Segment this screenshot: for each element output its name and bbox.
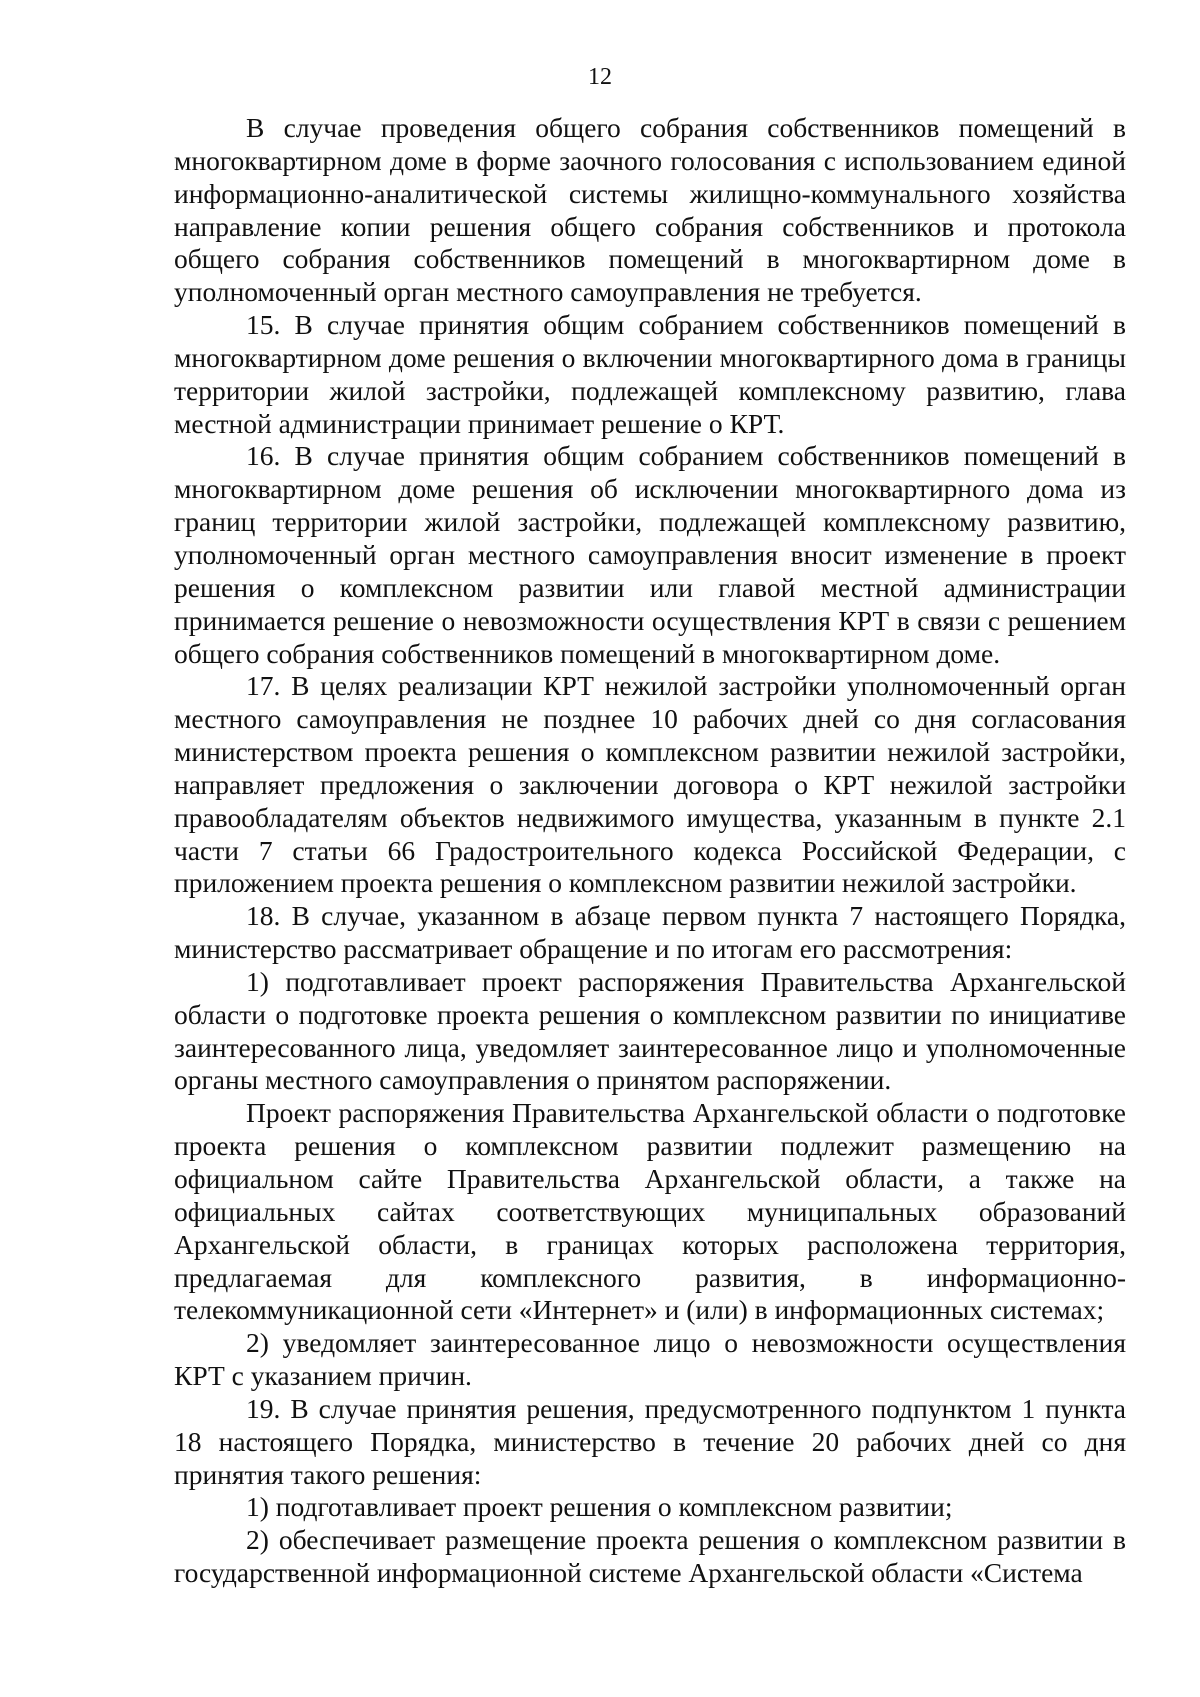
paragraph-19-item-1: 1) подготавливает проект решения о комплексном развитии; [246,1491,953,1523]
paragraph-17: 17. В целях реализации КРТ нежилой застройки уполномоченный орган местного самоуправления не позднее 10 рабочих дней со дня согласования министерством проекта решения о комплексном развитии нежилой застройки, направляет предложения о заключении договора о КРТ нежилой застройки правообладателям объектов недвижимого имущества, указанным в пункте 2.1 части 7 статьи 66 Градостроительного кодекса Российской Федерации, с приложением проекта решения о комплексном развитии нежилой застройки. [174,670,1126,899]
paragraph-18: 18. В случае, указанном в абзаце первом пункта 7 настоящего Порядка, министерство рассматривает обращение и по итогам его рассмотрения: [174,900,1126,965]
paragraph-19: 19. В случае принятия решения, предусмотренного подпунктом 1 пункта 18 настоящего Порядка, министерство в течение 20 рабочих дней со дня принятия такого решения: [174,1392,1126,1490]
paragraph-18-item-1-continued: Проект распоряжения Правительства Архангельской области о подготовке проекта решения о комплексном развитии подлежит размещению на официальном сайте Правительства Архангельской области, а также на официальных сайтах соответствующих муниципальных образований Архангельской области, в границах которых расположена территория, предлагаемая для комплексного развития, в информационно-телекоммуникационной сети «Интернет» и (или) в информационных системах; [174,1097,1126,1326]
paragraph-18-item-1: 1) подготавливает проект распоряжения Правительства Архангельской области о подготовке проекта решения о комплексном развитии по инициативе заинтересованного лица, уведомляет заинтересованное лицо и уполномоченные органы местного самоуправления о принятом распоряжении. [174,965,1126,1096]
paragraph-18-item-2: 2) уведомляет заинтересованное лицо о невозможности осуществления КРТ с указанием причин. [174,1327,1126,1392]
page-number: 12 [588,64,612,90]
paragraph-16: 16. В случае принятия общим собранием собственников помещений в многоквартирном доме решения об исключении многоквартирного дома из границ территории жилой застройки, подлежащей комплексному развитию, уполномоченный орган местного самоуправления вносит изменение в проект решения о комплексном развитии или главой местной администрации принимается решение о невозможности осуществления КРТ в связи с решением общего собрания собственников помещений в многоквартирном доме. [174,440,1126,669]
paragraph-intro-general-meeting: В случае проведения общего собрания собственников помещений в многоквартирном доме в форме заочного голосования с использованием единой информационно-аналитической системы жилищно-коммунального хозяйства направление копии решения общего собрания собственников и протокола общего собрания собственников помещений в многоквартирном доме в уполномоченный орган местного самоуправления не требуется. [174,112,1126,308]
document-body [174,112,1126,1590]
paragraph-19-item-2: 2) обеспечивает размещение проекта решения о комплексном развитии в государственной информационной системе Архангельской области «Система [174,1524,1126,1589]
paragraph-15: 15. В случае принятия общим собранием собственников помещений в многоквартирном доме решения о включении многоквартирного дома в границы территории жилой застройки, подлежащей комплексному развитию, глава местной администрации принимает решение о КРТ. [174,309,1126,439]
